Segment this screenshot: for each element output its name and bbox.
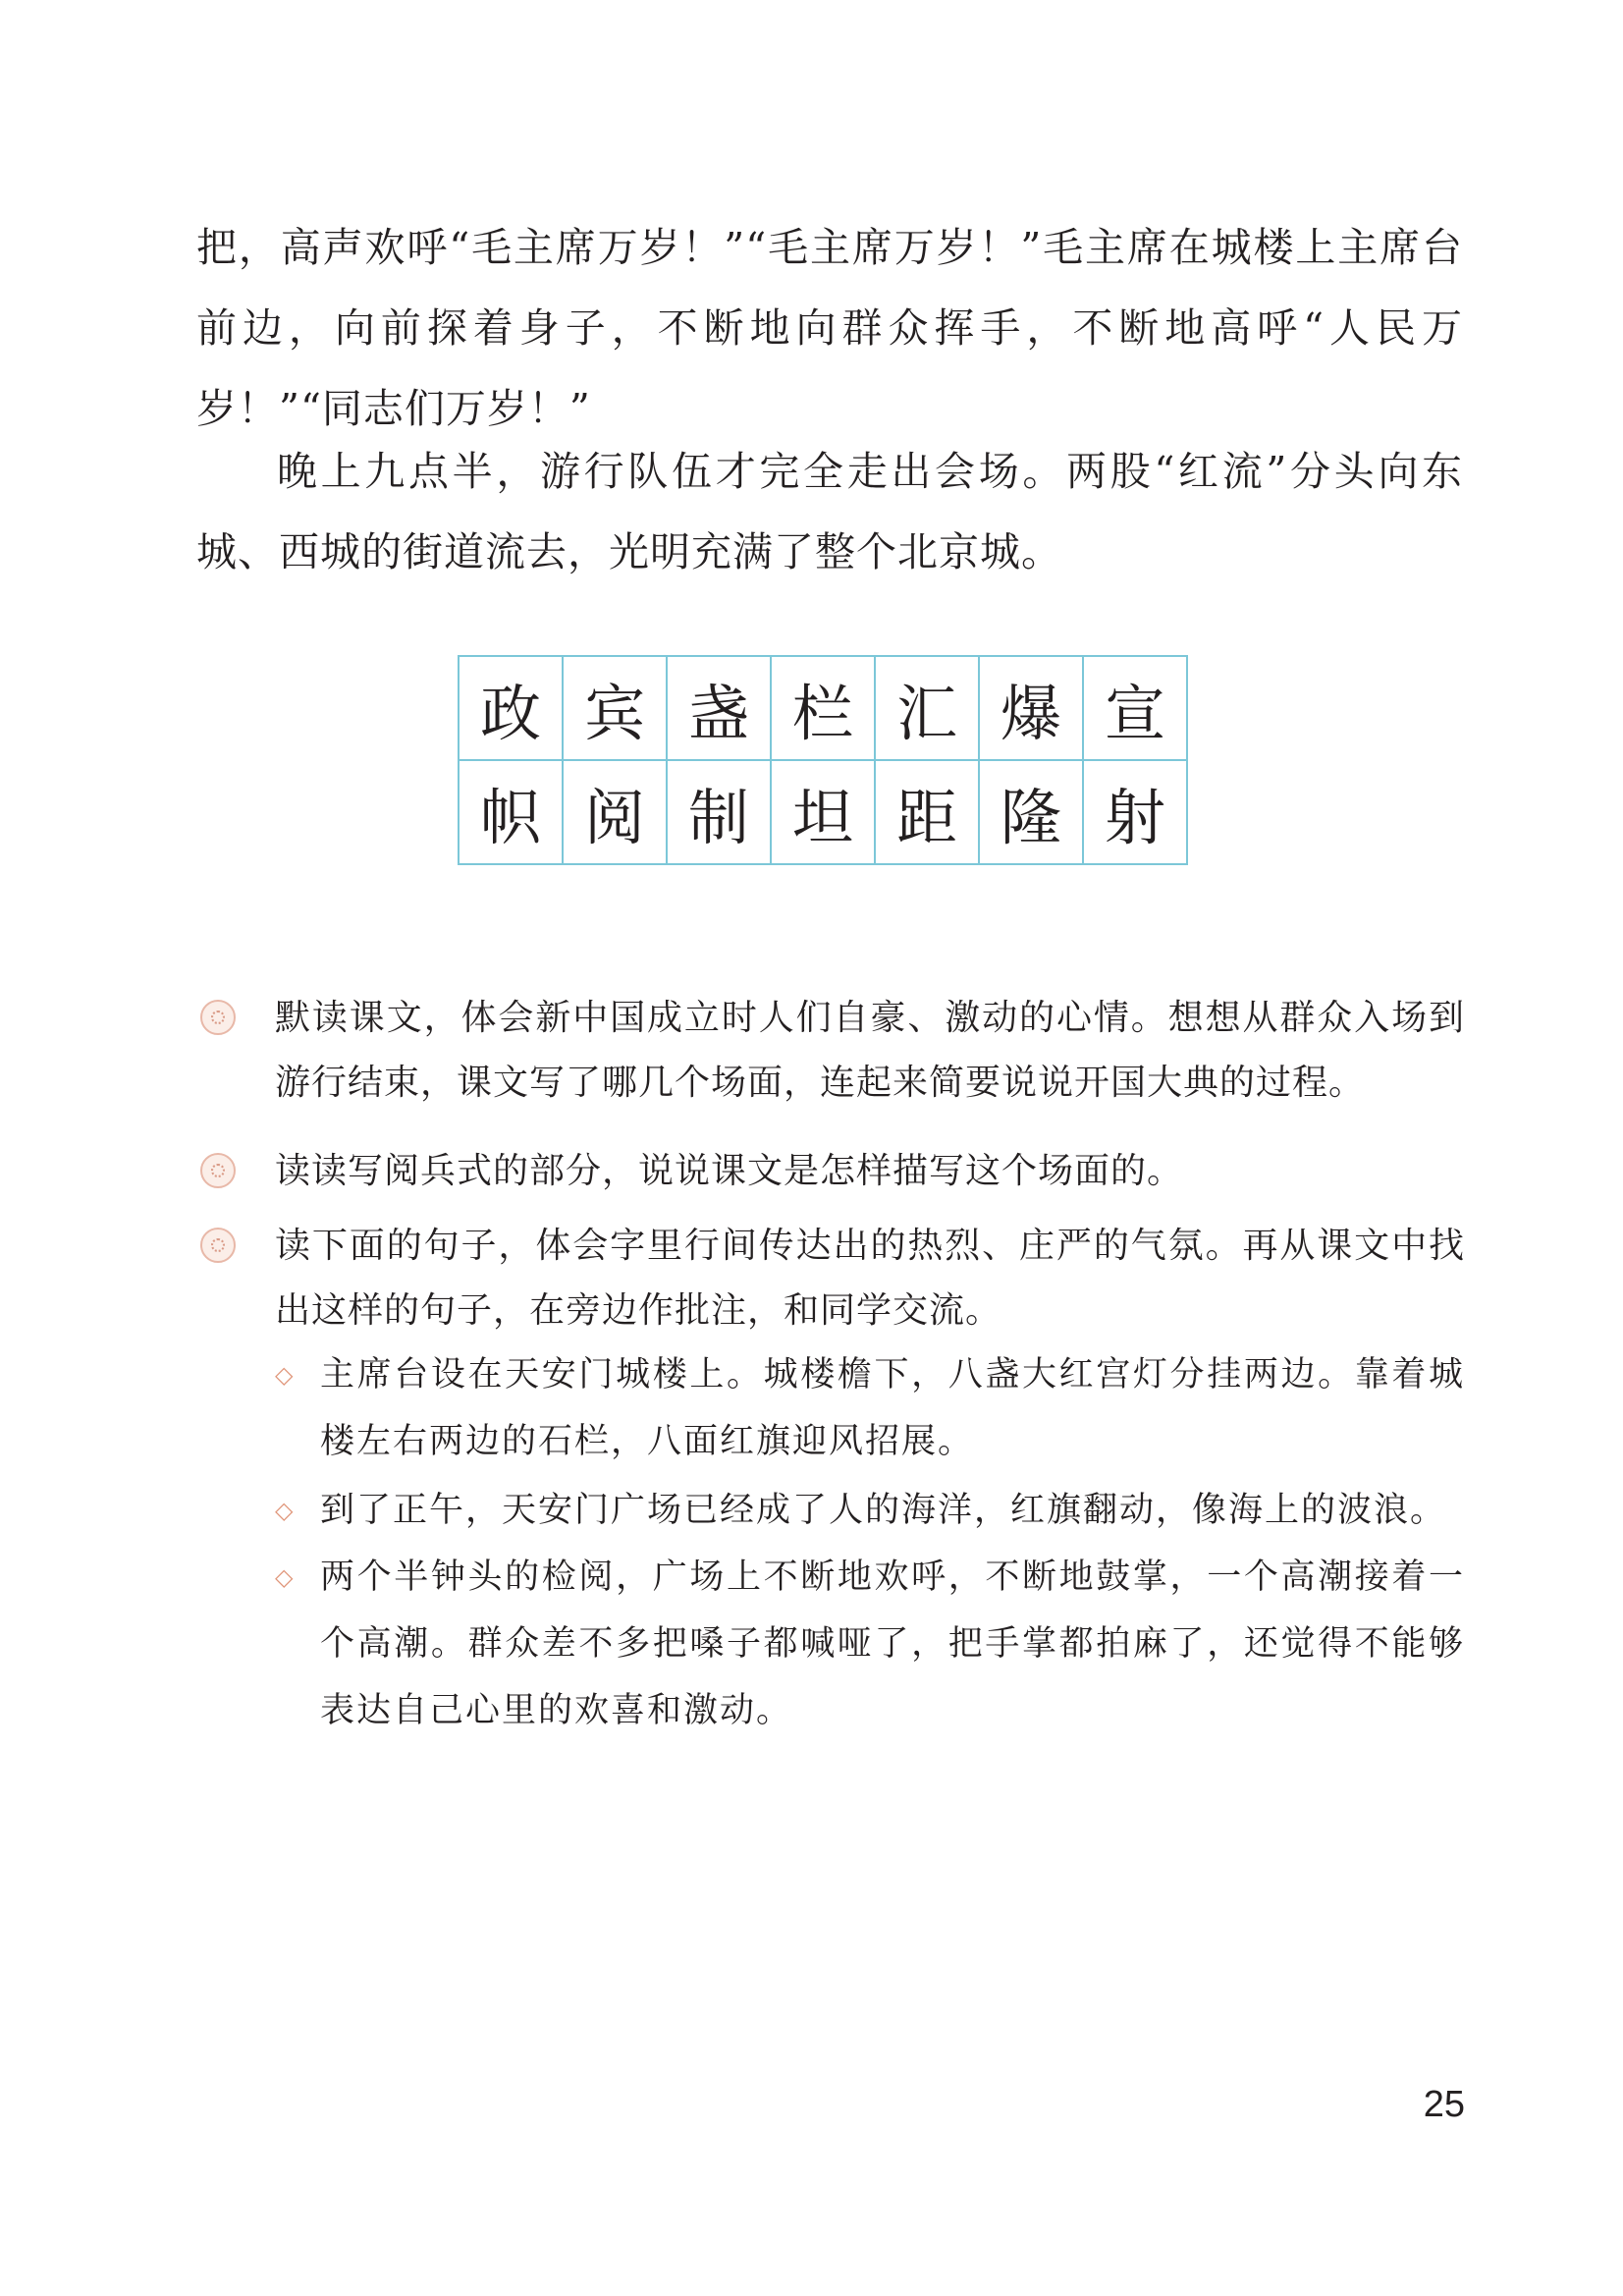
grid-char: 宾 (564, 657, 668, 761)
page-number: 25 (1423, 2084, 1465, 2125)
grid-char: 阅 (564, 761, 668, 865)
quote-text: 到了正午，天安门广场已经成了人的海洋，红旗翻动，像海上的波浪。 (320, 1491, 1447, 1530)
grid-char: 盏 (668, 657, 772, 761)
grid-char: 制 (668, 761, 772, 865)
grid-char: 政 (460, 657, 564, 761)
diamond-bullet-icon: ◇ (275, 1563, 294, 1591)
quote-text: 主席台设在天安门城楼上。城楼檐下，八盏大红宫灯分挂两边。靠着城楼左右两边的石栏，八面红旗迎风招展。 (320, 1355, 1465, 1461)
exercise-text: 读下面的句子，体会字里行间传达出的热烈、庄严的气氛。再从课文中找出这样的句子，在旁边作批注，和同学交流。 (275, 1226, 1465, 1331)
exercise-seal-icon (200, 1153, 236, 1188)
grid-char: 帜 (460, 761, 564, 865)
exercise-seal-icon (200, 1228, 236, 1263)
grid-char: 汇 (876, 657, 980, 761)
diamond-bullet-icon: ◇ (275, 1497, 294, 1524)
exercise-seal-icon (200, 1000, 236, 1035)
diamond-bullet-icon: ◇ (275, 1361, 294, 1389)
body-paragraph-2: 晚上九点半，游行队伍才完全走出会场。两股“红流”分头向东城、西城的街道流去，光明充满了整个北京城。 (196, 448, 1463, 575)
grid-char: 宣 (1084, 657, 1188, 761)
body-paragraph-1: 把，高声欢呼“毛主席万岁！”“毛主席万岁！”毛主席在城楼上主席台前边，向前探着身子，不断地向群众挥手，不断地高呼“人民万岁！”“同志们万岁！” (196, 224, 1463, 432)
grid-char: 射 (1084, 761, 1188, 865)
exercise-text: 读读写阅兵式的部分，说说课文是怎样描写这个场面的。 (275, 1151, 1184, 1191)
grid-char: 距 (876, 761, 980, 865)
grid-char: 栏 (772, 657, 876, 761)
character-grid (458, 655, 1188, 865)
grid-char: 爆 (980, 657, 1084, 761)
grid-char: 坦 (772, 761, 876, 865)
exercise-text: 默读课文，体会新中国成立时人们自豪、激动的心情。想想从群众入场到游行结束，课文写了哪几个场面，连起来简要说说开国大典的过程。 (275, 998, 1465, 1103)
grid-char: 隆 (980, 761, 1084, 865)
quote-text: 两个半钟头的检阅，广场上不断地欢呼，不断地鼓掌，一个高潮接着一个高潮。群众差不多把嗓子都喊哑了，把手掌都拍麻了，还觉得不能够表达自己心里的欢喜和激动。 (320, 1558, 1465, 1730)
